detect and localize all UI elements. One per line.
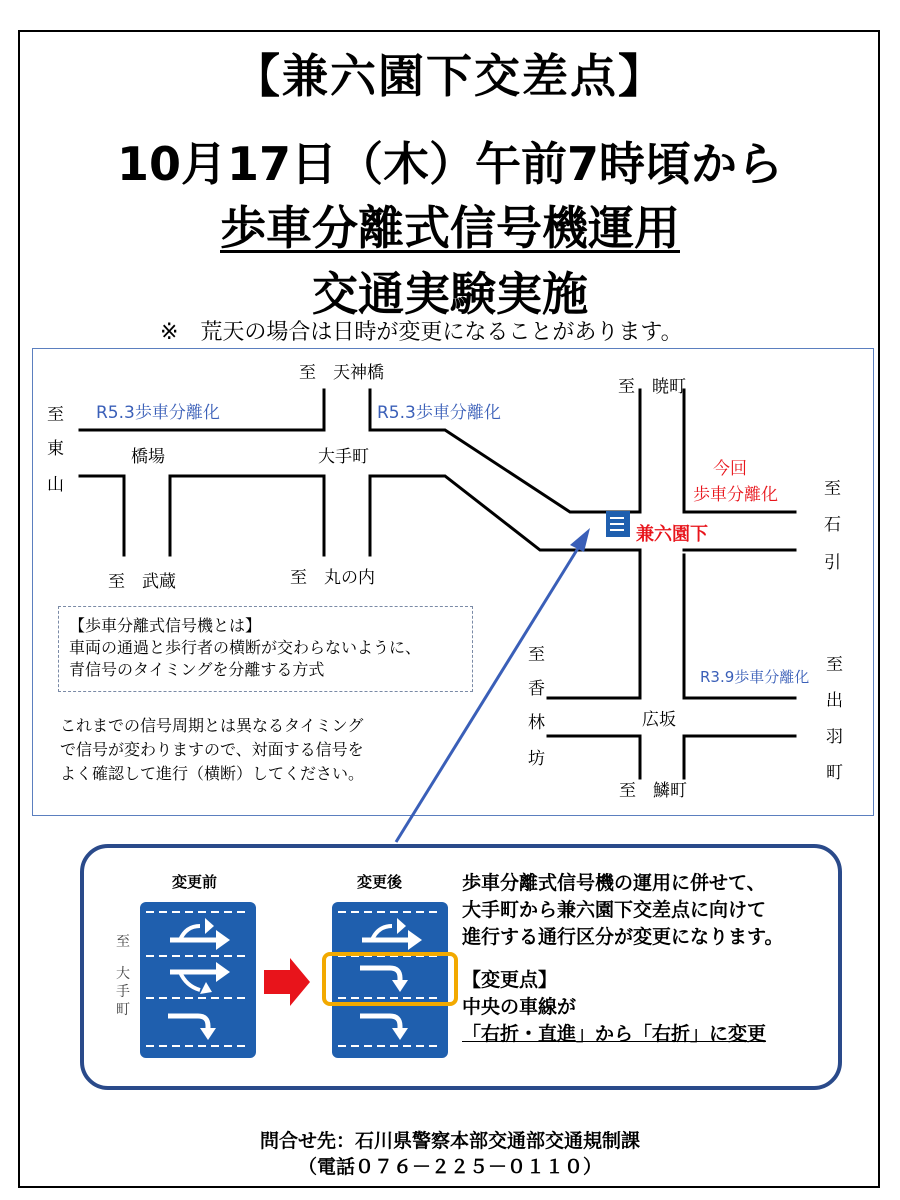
label-to-dewamachi-2: 出 <box>826 691 843 711</box>
contact-line: 問合せ先：石川県警察本部交通部交通規制課 <box>259 1130 640 1152</box>
label-to-higashiyama-1: 至 <box>47 405 64 425</box>
caution-line: よく確認して進行（横断）してください。 <box>60 764 365 783</box>
label-hirosaka: 広坂 <box>642 710 676 730</box>
after-label: 変更後 <box>357 873 403 891</box>
label-to-kobayashi-2: 香 <box>528 679 545 699</box>
change-text: 進行する通行区分が変更になります。 <box>462 926 784 948</box>
label-to-ishibiki-2: 石 <box>824 515 841 535</box>
label-to-tenjinbashi: 至 天神橋 <box>299 363 384 383</box>
label-to-ishibiki-3: 引 <box>824 553 841 573</box>
change-point-text: 中央の車線が <box>462 996 577 1018</box>
label-to-akatsukicho: 至 暁町 <box>618 377 686 397</box>
side-label-4: 町 <box>116 1002 130 1018</box>
label-to-higashiyama-3: 山 <box>47 475 64 495</box>
label-r3-9: R3.9歩車分離化 <box>700 668 810 686</box>
side-label-2: 大 <box>116 966 130 982</box>
label-to-rinmachi: 至 鱗町 <box>619 781 687 801</box>
page-title: 【兼六園下交差点】 <box>234 49 666 103</box>
date-line: 10月17日（木）午前7時頃から <box>116 137 784 191</box>
label-r5-3-center: R5.3歩車分離化 <box>377 403 501 423</box>
side-label-3: 手 <box>116 984 130 1000</box>
change-point-title: 【変更点】 <box>462 969 558 991</box>
operation-text: 歩車分離式信号機運用 <box>220 201 680 255</box>
before-lane-sign <box>140 902 256 1058</box>
label-to-dewamachi-3: 羽 <box>826 727 843 747</box>
before-label: 変更前 <box>172 873 218 891</box>
label-to-marunouchi: 至 丸の内 <box>290 568 375 588</box>
red-arrow-icon <box>264 958 310 1006</box>
label-to-musashi: 至 武蔵 <box>108 572 176 592</box>
label-hashiba: 橋場 <box>131 447 165 467</box>
change-text: 大手町から兼六園下交差点に向けて <box>462 899 767 921</box>
weather-note: ※ 荒天の場合は日時が変更になることがあります。 <box>160 320 683 345</box>
label-to-dewamachi-1: 至 <box>826 655 843 675</box>
change-point-text: 「右折・直進」から「右折」に変更 <box>462 1023 767 1045</box>
label-to-higashiyama-2: 東 <box>47 439 64 459</box>
after-lane-sign <box>324 902 456 1058</box>
label-otemachi: 大手町 <box>318 447 369 467</box>
change-text: 歩車分離式信号機の運用に併せて、 <box>462 872 766 894</box>
definition-line: 車両の通過と歩行者の横断が交わらないように、 <box>69 638 422 657</box>
caution-line: これまでの信号周期とは異なるタイミング <box>60 716 364 735</box>
label-to-kobayashi-1: 至 <box>528 645 545 665</box>
definition-title: 【歩車分離式信号機とは】 <box>69 616 262 635</box>
label-konkai: 今回 <box>713 459 747 479</box>
definition-line: 青信号のタイミングを分離する方式 <box>69 660 325 679</box>
label-to-kobayashi-3: 林 <box>528 713 545 733</box>
label-konkai-2: 歩車分離化 <box>693 485 778 505</box>
label-kenrokuen-shita: 兼六園下 <box>636 524 708 545</box>
label-r5-3-left: R5.3歩車分離化 <box>96 403 220 423</box>
label-to-ishibiki-1: 至 <box>824 479 841 499</box>
phone-line: （電話０７６－２２５－０１１０） <box>297 1156 602 1178</box>
side-label-1: 至 <box>116 934 130 950</box>
label-to-dewamachi-4: 町 <box>826 763 843 783</box>
caution-line: で信号が変わりますので、対面する信号を <box>60 740 364 759</box>
experiment-line: 交通実験実施 <box>312 267 588 321</box>
label-to-kobayashi-4: 坊 <box>528 749 545 769</box>
change-description <box>462 870 783 1048</box>
